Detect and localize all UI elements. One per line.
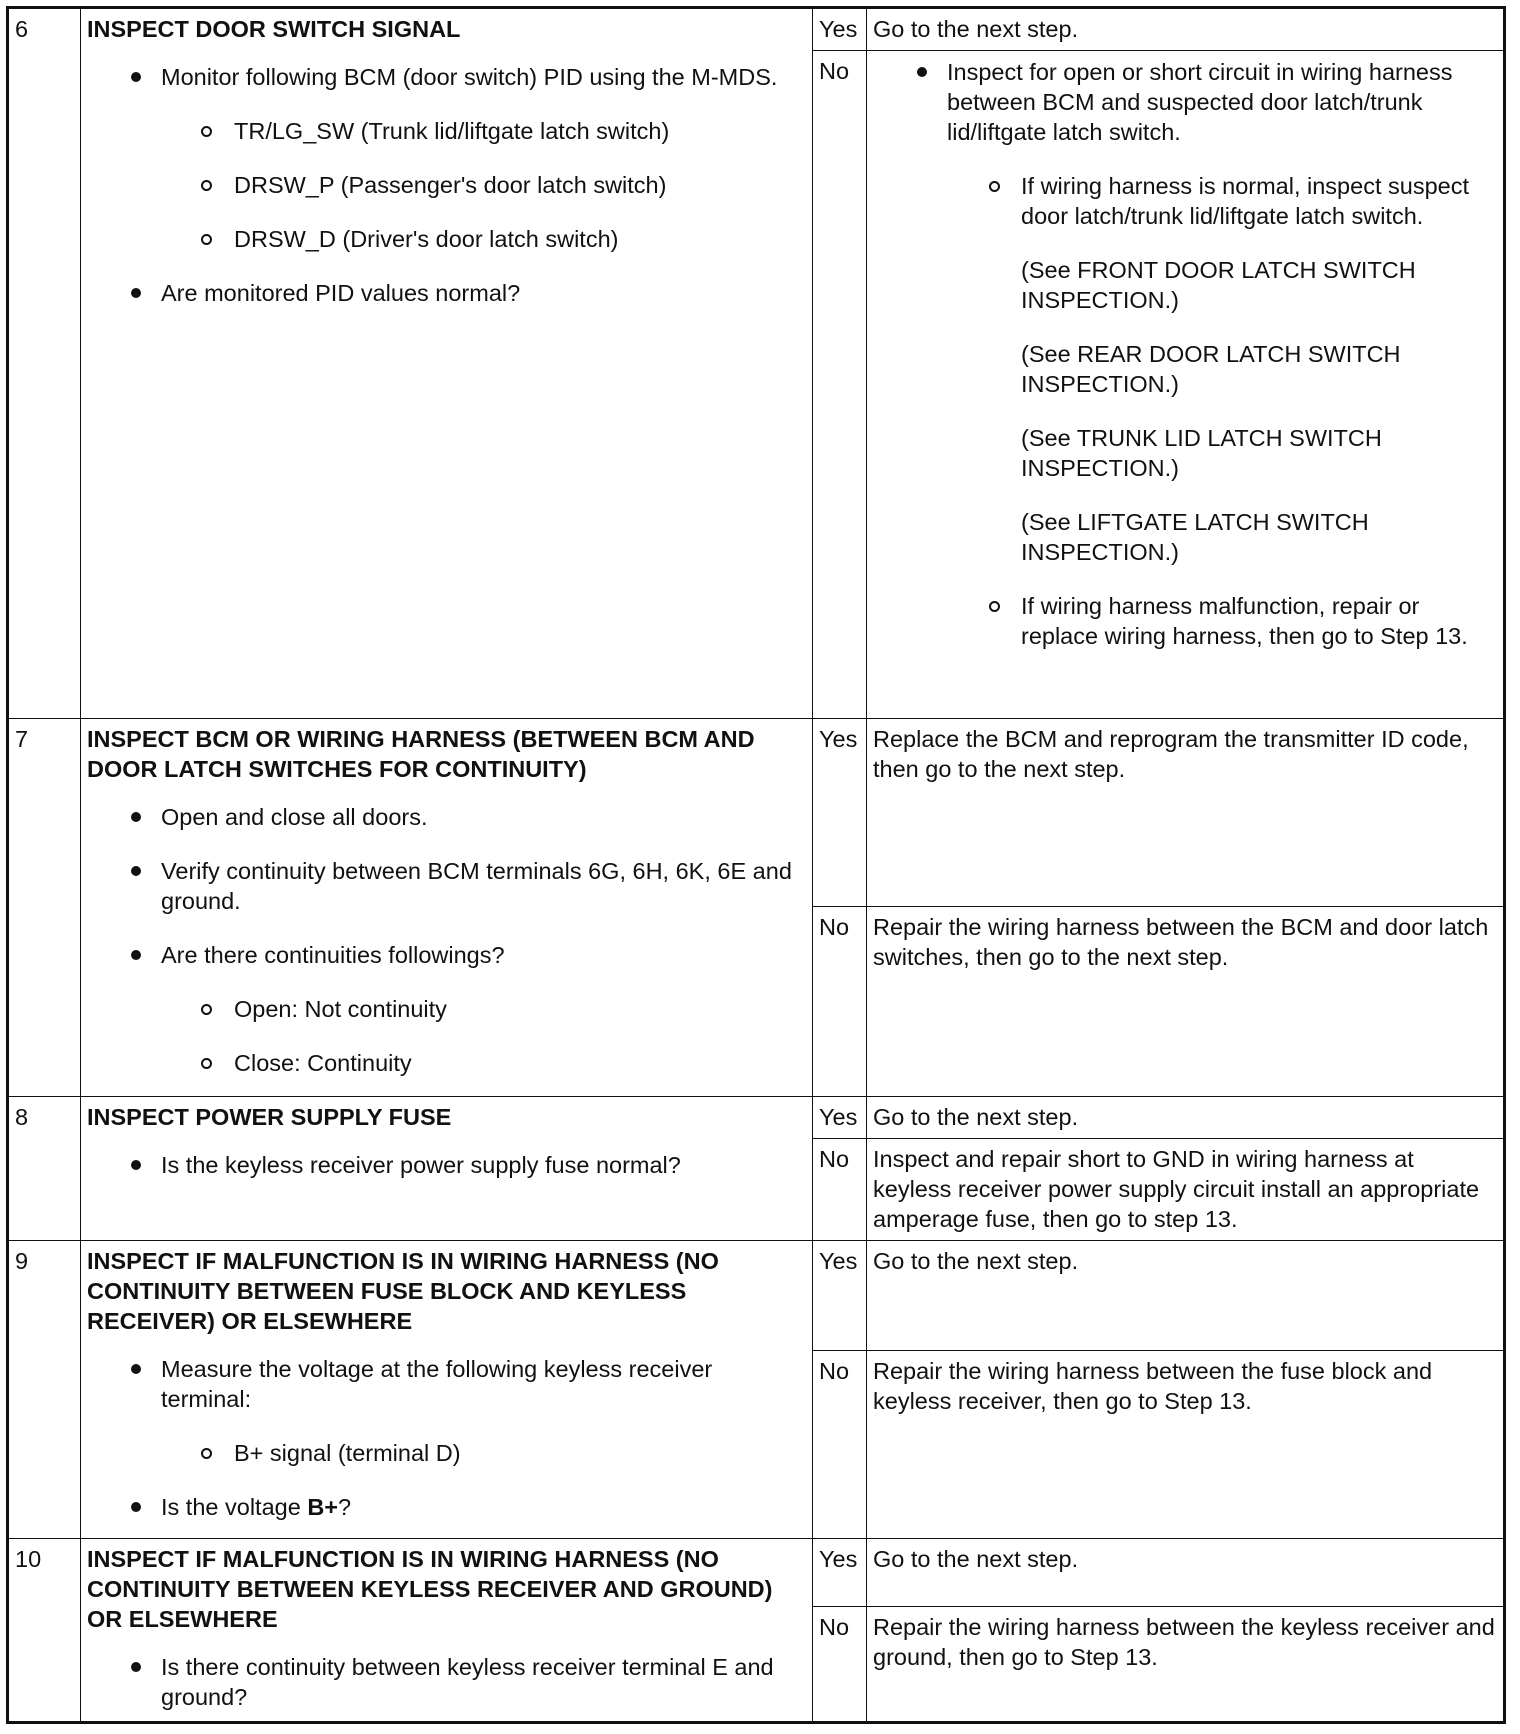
action-list bbox=[131, 1150, 806, 1180]
no-label: No bbox=[813, 51, 867, 719]
action-item bbox=[131, 940, 806, 1078]
diagnostic-procedure-document bbox=[6, 6, 1506, 1724]
action-text-post: ? bbox=[338, 1494, 352, 1520]
step-action-cell bbox=[81, 719, 813, 1097]
no-result bbox=[867, 51, 1505, 719]
yes-label: Yes bbox=[813, 1097, 867, 1139]
result-sub-item bbox=[989, 171, 1497, 567]
action-text-pre: Is the voltage bbox=[161, 1494, 308, 1520]
sub-item: DRSW_P (Passenger's door latch switch) bbox=[201, 170, 806, 200]
no-label: No bbox=[813, 907, 867, 1097]
yes-result: Go to the next step. bbox=[867, 1539, 1505, 1607]
sub-item: Open: Not continuity bbox=[201, 994, 806, 1024]
step-8-yes-row bbox=[8, 1097, 1505, 1139]
no-result: Inspect and repair short to GND in wiring harness at keyless receiver power supply circuit install an appropriate amperage fuse, then go to step 13. bbox=[867, 1139, 1505, 1241]
action-list bbox=[131, 802, 806, 1078]
step-title: INSPECT POWER SUPPLY FUSE bbox=[87, 1104, 452, 1130]
action-item bbox=[131, 1492, 806, 1522]
result-sub-text: If wiring harness is normal, inspect suspect door latch/trunk lid/liftgate latch switch. bbox=[1021, 173, 1469, 229]
action-list bbox=[131, 1354, 806, 1522]
action-text-bold: B+ bbox=[307, 1494, 339, 1520]
diagnostic-steps-table bbox=[6, 6, 1506, 1724]
action-item bbox=[131, 1354, 806, 1468]
sub-item: DRSW_D (Driver's door latch switch) bbox=[201, 224, 806, 254]
yes-label: Yes bbox=[813, 8, 867, 51]
sub-list bbox=[201, 1438, 806, 1468]
sub-list bbox=[201, 994, 806, 1078]
yes-label: Yes bbox=[813, 1241, 867, 1351]
sub-item: B+ signal (terminal D) bbox=[201, 1438, 806, 1468]
step-title: INSPECT IF MALFUNCTION IS IN WIRING HARNESS (NO CONTINUITY BETWEEN FUSE BLOCK AND KEYLESS RECEIVER) OR ELSEWHERE bbox=[87, 1248, 719, 1334]
result-sub-item: If wiring harness malfunction, repair or replace wiring harness, then go to Step 13. bbox=[989, 591, 1497, 651]
yes-result: Go to the next step. bbox=[867, 1241, 1505, 1351]
yes-label: Yes bbox=[813, 719, 867, 907]
no-result: Repair the wiring harness between the keyless receiver and ground, then go to Step 13. bbox=[867, 1607, 1505, 1723]
yes-result: Go to the next step. bbox=[867, 8, 1505, 51]
step-6-yes-row bbox=[8, 8, 1505, 51]
see-reference: (See FRONT DOOR LATCH SWITCH INSPECTION.) bbox=[1021, 257, 1416, 313]
step-number: 6 bbox=[8, 8, 81, 719]
step-number: 8 bbox=[8, 1097, 81, 1241]
action-list bbox=[131, 62, 806, 308]
no-result: Repair the wiring harness between the fuse block and keyless receiver, then go to Step 13. bbox=[867, 1351, 1505, 1539]
step-9-yes-row bbox=[8, 1241, 1505, 1351]
see-reference: (See LIFTGATE LATCH SWITCH INSPECTION.) bbox=[1021, 509, 1369, 565]
step-title: INSPECT IF MALFUNCTION IS IN WIRING HARNESS (NO CONTINUITY BETWEEN KEYLESS RECEIVER AND GROUND) OR ELSEWHERE bbox=[87, 1546, 773, 1632]
no-label: No bbox=[813, 1139, 867, 1241]
action-item: Are monitored PID values normal? bbox=[131, 278, 806, 308]
action-item: Is there continuity between keyless receiver terminal E and ground? bbox=[131, 1652, 806, 1712]
sub-item: Close: Continuity bbox=[201, 1048, 806, 1078]
step-action-cell bbox=[81, 1097, 813, 1241]
action-text: Measure the voltage at the following keyless receiver terminal: bbox=[161, 1356, 713, 1412]
yes-label: Yes bbox=[813, 1539, 867, 1607]
result-text: Inspect for open or short circuit in wiring harness between BCM and suspected door latch/trunk lid/liftgate latch switch. bbox=[947, 59, 1453, 145]
no-result: Repair the wiring harness between the BCM and door latch switches, then go to the next step. bbox=[867, 907, 1505, 1097]
step-action-cell bbox=[81, 1539, 813, 1723]
action-item bbox=[131, 62, 806, 254]
action-item: Open and close all doors. bbox=[131, 802, 806, 832]
step-action-cell bbox=[81, 1241, 813, 1539]
sub-list bbox=[201, 116, 806, 254]
no-label: No bbox=[813, 1351, 867, 1539]
result-sub-list bbox=[989, 171, 1497, 651]
step-10-yes-row bbox=[8, 1539, 1505, 1607]
step-7-yes-row bbox=[8, 719, 1505, 907]
see-reference: (See REAR DOOR LATCH SWITCH INSPECTION.) bbox=[1021, 341, 1401, 397]
result-item bbox=[917, 57, 1497, 651]
action-item: Is the keyless receiver power supply fuse normal? bbox=[131, 1150, 806, 1180]
action-text: Monitor following BCM (door switch) PID using the M-MDS. bbox=[161, 64, 778, 90]
step-action-cell bbox=[81, 8, 813, 719]
sub-item: TR/LG_SW (Trunk lid/liftgate latch switch) bbox=[201, 116, 806, 146]
yes-result: Replace the BCM and reprogram the transmitter ID code, then go to the next step. bbox=[867, 719, 1505, 907]
step-number: 9 bbox=[8, 1241, 81, 1539]
result-list bbox=[917, 57, 1497, 651]
no-label: No bbox=[813, 1607, 867, 1723]
see-reference: (See TRUNK LID LATCH SWITCH INSPECTION.) bbox=[1021, 425, 1382, 481]
step-title: INSPECT BCM OR WIRING HARNESS (BETWEEN BCM AND DOOR LATCH SWITCHES FOR CONTINUITY) bbox=[87, 726, 755, 782]
action-list bbox=[131, 1652, 806, 1712]
action-item: Verify continuity between BCM terminals 6G, 6H, 6K, 6E and ground. bbox=[131, 856, 806, 916]
yes-result: Go to the next step. bbox=[867, 1097, 1505, 1139]
step-number: 10 bbox=[8, 1539, 81, 1723]
action-text: Are there continuities followings? bbox=[161, 942, 505, 968]
step-number: 7 bbox=[8, 719, 81, 1097]
step-title: INSPECT DOOR SWITCH SIGNAL bbox=[87, 16, 461, 42]
